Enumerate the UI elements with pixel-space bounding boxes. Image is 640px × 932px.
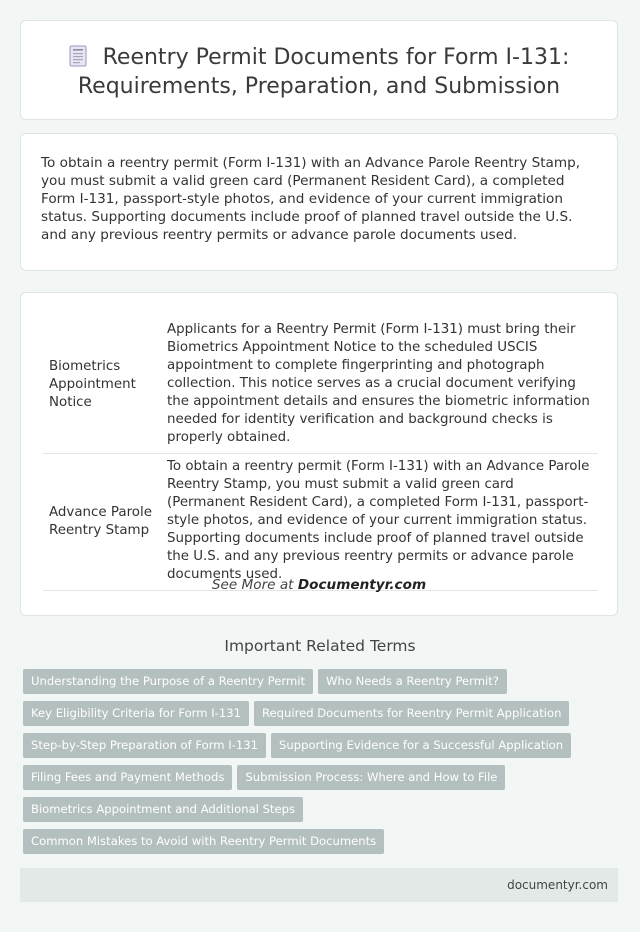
related-term-tag[interactable]: Step-by-Step Preparation of Form I-131 (23, 733, 266, 758)
documents-table (43, 317, 598, 591)
documents-card (20, 292, 618, 616)
footer (20, 868, 618, 902)
document-term: Advance Parole Reentry Stamp (43, 454, 161, 591)
tag-row (23, 797, 623, 829)
related-term-tag[interactable]: Who Needs a Reentry Permit? (318, 669, 507, 694)
document-icon (69, 45, 87, 67)
document-description: To obtain a reentry permit (Form I-131) with an Advance Parole Reentry Stamp, you must submit a valid green card (Permanent Resident Card), a completed Form I-131, passport-style photos, and evidence of your current immigration status. Supporting documents include proof of planned travel outside the U.S. and any previous reentry permits or advance parole documents used. (161, 454, 598, 591)
tag-row (23, 733, 623, 765)
related-terms-title: Important Related Terms (224, 637, 416, 655)
document-term: Biometrics Appointment Notice (43, 317, 161, 454)
related-term-tag[interactable]: Biometrics Appointment and Additional Steps (23, 797, 303, 822)
tag-row (23, 765, 623, 797)
related-terms-list (23, 669, 623, 861)
related-term-tag[interactable]: Key Eligibility Criteria for Form I-131 (23, 701, 249, 726)
related-term-tag[interactable]: Required Documents for Reentry Permit Application (254, 701, 570, 726)
related-term-tag[interactable]: Filing Fees and Payment Methods (23, 765, 232, 790)
table-row (43, 317, 598, 454)
related-term-tag[interactable]: Common Mistakes to Avoid with Reentry Permit Documents (23, 829, 384, 854)
intro-card (20, 133, 618, 271)
title-card (20, 20, 618, 120)
see-more-site[interactable]: Documentyr.com (297, 577, 427, 593)
table-row (43, 454, 598, 591)
intro-paragraph: To obtain a reentry permit (Form I-131) with an Advance Parole Reentry Stamp, you must submit a valid green card (Permanent Resident Card), a completed Form I-131, passport-style photos, and evidence of your current immigration status. Supporting documents include proof of planned travel outside the U.S. and any previous reentry permits or advance parole documents used. (41, 155, 581, 243)
related-term-tag[interactable]: Submission Process: Where and How to File (237, 765, 505, 790)
see-more-prefix: See More at (211, 577, 298, 593)
related-term-tag[interactable]: Understanding the Purpose of a Reentry Permit (23, 669, 313, 694)
document-description: Applicants for a Reentry Permit (Form I-131) must bring their Biometrics Appointment Notice to the scheduled USCIS appointment to complete fingerprinting and photograph collection. This notice serves as a crucial document verifying the appointment details and ensures the biometric information needed for identity verification and background checks is properly obtained. (161, 317, 598, 454)
tag-row (23, 701, 623, 733)
related-term-tag[interactable]: Supporting Evidence for a Successful Application (271, 733, 571, 758)
tag-row (23, 669, 623, 701)
page-title (21, 43, 617, 101)
see-more-link[interactable] (21, 577, 617, 593)
title-line-2: Requirements, Preparation, and Submission (77, 74, 561, 99)
title-line-1: Reentry Permit Documents for Form I-131: (102, 45, 570, 70)
footer-site-link[interactable]: documentyr.com (507, 878, 608, 892)
tag-row (23, 829, 623, 861)
